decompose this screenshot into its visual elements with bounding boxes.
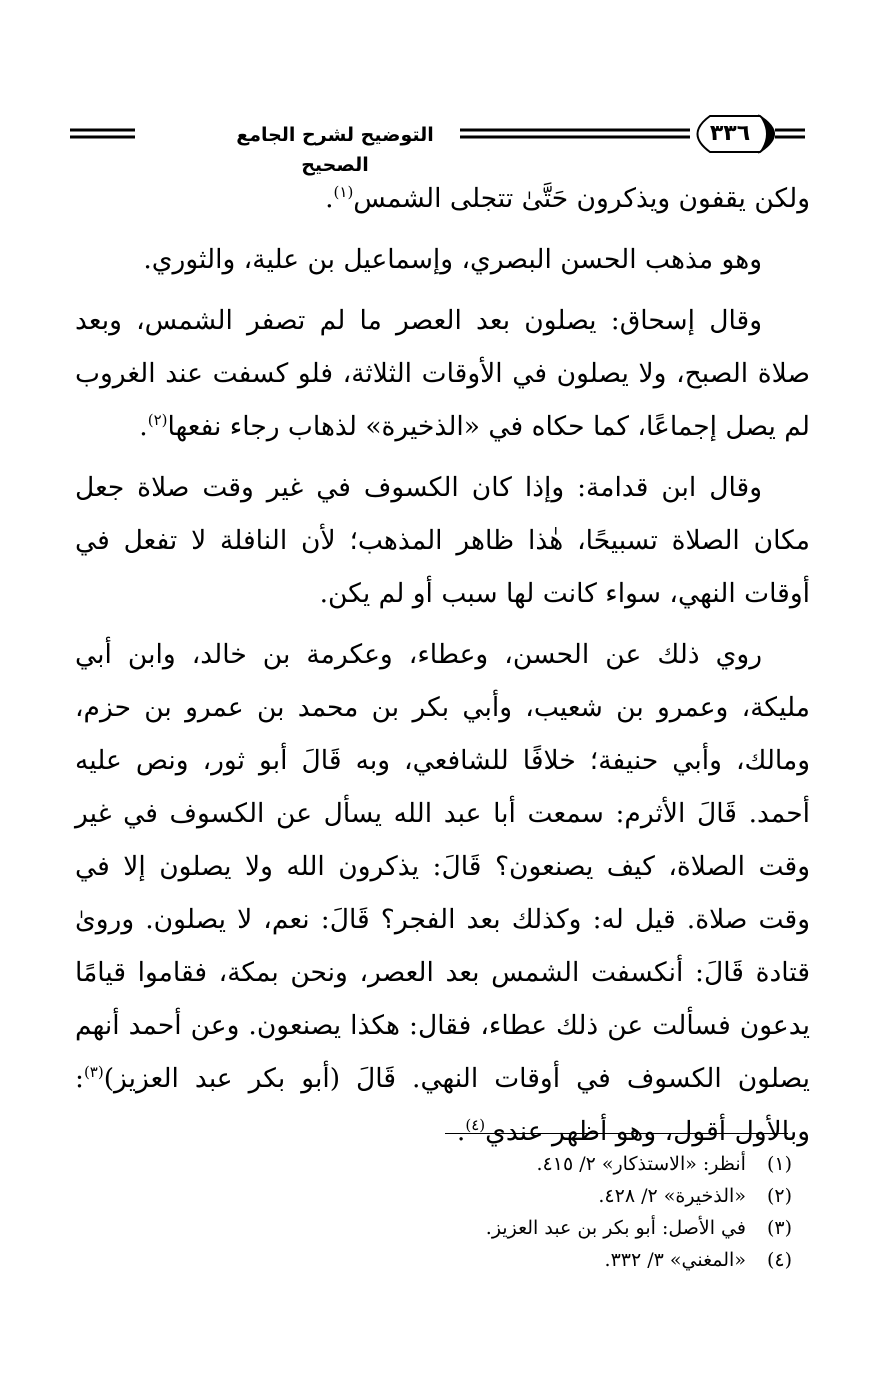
footnote-item (300, 1180, 792, 1212)
running-title: التوضيح لشرح الجامع الصحيح (210, 120, 460, 180)
page-header (70, 110, 805, 176)
footnote-item (300, 1212, 792, 1244)
footnote-ref-3: (٣) (83, 1063, 104, 1082)
footnote-number: (٢) (766, 1185, 792, 1207)
footnote-ref-2: (٢) (147, 411, 168, 430)
paragraph-1-text: ولكن يقفون ويذكرون حَتَّىٰ تتجلى الشمس (353, 183, 810, 214)
main-text (75, 172, 810, 1166)
paragraph-4 (75, 461, 810, 620)
paragraph-4-text: وقال ابن قدامة: وإذا كان الكسوف في غير وقت صلاة جعل مكان الصلاة تسبيحًا، هٰذا ظاهر المذهب؛ لأن النافلة لا تفعل في أوقات النهي، سواء كانت لها سبب أو لم يكن. (75, 472, 810, 609)
footnote-item (300, 1244, 792, 1276)
paragraph-5 (75, 628, 810, 1158)
footnote-ref-1: (١) (333, 183, 354, 202)
page-number: ٣٣٦ (709, 121, 751, 146)
footnote-text: «الذخيرة» ٢/ ٤٢٨. (598, 1185, 746, 1207)
footnote-text: أنظر: «الاستذكار» ٢/ ٤١٥. (536, 1153, 746, 1175)
footnote-text: في الأصل: أبو بكر بن عبد العزيز. (485, 1217, 746, 1239)
footnote-number: (٣) (766, 1217, 792, 1239)
footnote-ref-4: (٤) (465, 1116, 486, 1135)
paragraph-3 (75, 294, 810, 453)
paragraph-2 (75, 233, 810, 286)
footnote-separator (445, 1133, 788, 1134)
paragraph-3-end: . (139, 411, 148, 442)
footnote-number: (٤) (766, 1249, 792, 1271)
footnote-item (300, 1148, 792, 1180)
footnotes (300, 1148, 792, 1276)
footnote-number: (١) (766, 1153, 792, 1175)
paragraph-5-text: روي ذلك عن الحسن، وعطاء، وعكرمة بن خالد، وابن أبي مليكة، وعمرو بن شعيب، وأبي بكر بن محمد بن عمرو بن حزم، ومالك، وأبي حنيفة؛ خلافًا للشافعي، وبه قَالَ أبو ثور، ونص عليه أحمد. قَالَ الأثرم: سمعت أبا عبد الله يسأل عن الكسوف في غير وقت الصلاة، كيف يصنعون؟ قَالَ: يذكرون الله ولا يصلون إلا في وقت صلاة. قيل له: وكذلك بعد الفجر؟ قَالَ: نعم، لا يصلون. وروىٰ قتادة قَالَ: أنكسفت الشمس بعد العصر، ونحن بمكة، فقاموا قيامًا يدعون فسألت عن ذلك عطاء، فقال: هكذا يصنعون. وعن أحمد أنهم يصلون الكسوف في أوقات النهي. قَالَ (أبو بكر عبد العزيز) (75, 639, 810, 1094)
paragraph-5-end: . (456, 1116, 466, 1147)
paragraph-5-mid: : وبالأول أقول، وهو أظهر عندي (75, 1063, 810, 1147)
paragraph-1-end: . (325, 183, 334, 214)
paragraph-1 (75, 172, 810, 225)
paragraph-3-text: وقال إسحاق: يصلون بعد العصر ما لم تصفر الشمس، وبعد صلاة الصبح، ولا يصلون في الأوقات الثلاثة، فلو كسفت عند الغروب لم يصل إجماعًا، كما حكاه في «الذخيرة» لذهاب رجاء نفعها (75, 305, 810, 442)
paragraph-2-text: وهو مذهب الحسن البصري، وإسماعيل بن علية، والثوري. (143, 244, 762, 275)
footnote-text: «المغني» ٣/ ٣٣٢. (604, 1249, 746, 1271)
